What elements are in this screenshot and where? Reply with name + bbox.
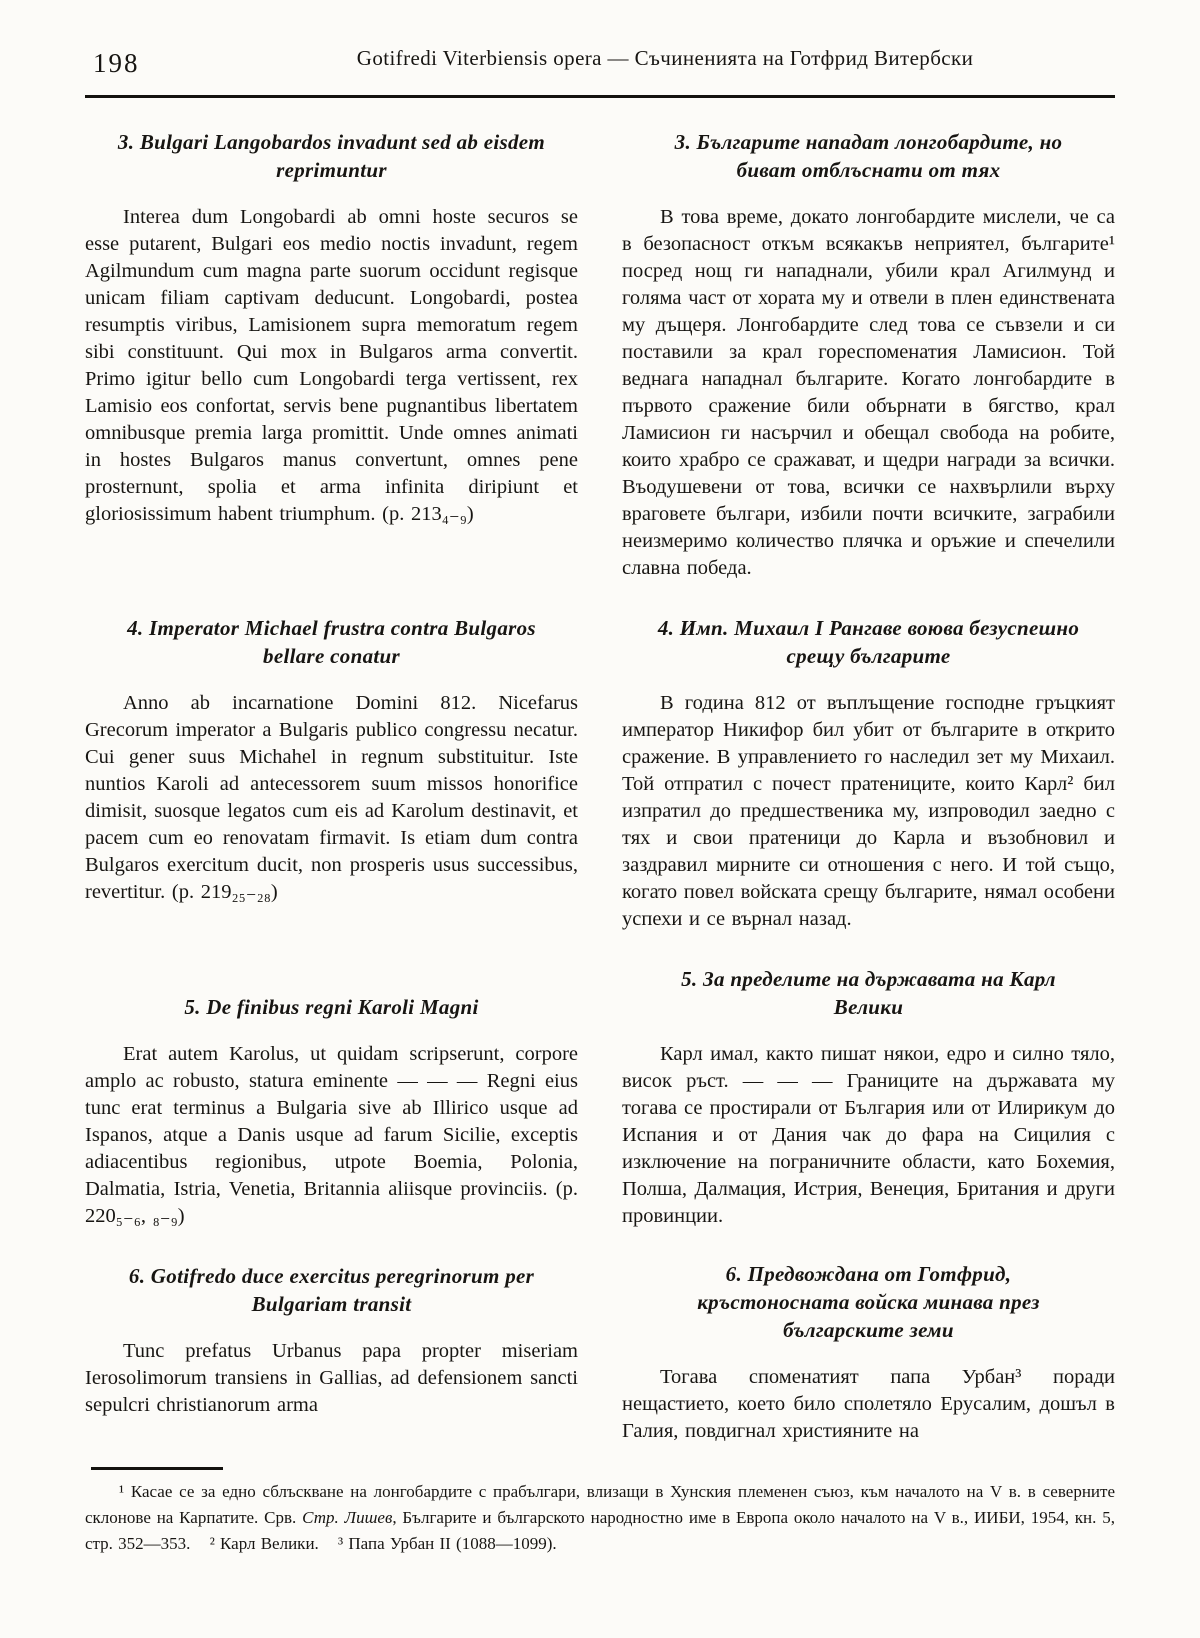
- section-4-latin-body: Anno ab incarnatione Domini 812. Nicefarus Grecorum imperator a Bulgaris publico congressu necatur. Cui gener suus Michahel in regnum substituitur. Iste nuntios Karoli ad antecessorem suum missos honorifice dimisit, suosque legatos cum eis ad Karolum destinavit, et pacem cum eo renovatam firmavit. Is etiam dum contra Bulgaros exercitum ducit, non prosperis usus successibus, revertitur. (p. 219₂₅₋₂₈): [85, 692, 578, 903]
- footnote-2-text: Карл Велики.: [220, 1534, 319, 1553]
- section-6-latin: [85, 1260, 578, 1445]
- section-5-latin: [85, 963, 578, 1230]
- footnote-3-text: Папа Урбан II (1088—1099).: [348, 1534, 557, 1553]
- footnote-1-author: Стр. Лишев: [302, 1508, 393, 1527]
- section-4-bulgarian-body: В година 812 от въплъщение господне гръцкият император Никифор бил убит от българите в открито сражение. В управлението го наследил зет му Михаил. Той отпратил с почест пратениците, които Карл² бил изпратил до предшественика му, изпроводил заедно с тях и свои пратеници до Карла и възобновил и заздравил мирните си отношения с него. И той също, когато повел войската срещу българите, нямал особени успехи и се върнал назад.: [622, 692, 1115, 930]
- section-3-bulgarian: [622, 126, 1115, 582]
- text-columns: [85, 126, 1115, 1445]
- section-4-latin: [85, 612, 578, 933]
- page-number: 198: [93, 48, 140, 78]
- footnote-separator-rule: [91, 1467, 223, 1470]
- section-5-latin-body: Erat autem Karolus, ut quidam scripserunt, corpore amplo ac robusto, statura eminente — — — Regni eius tunc erat terminus a Bulgaria sive ab Illirico usque ad Ispanos, atque a Danis usque ad farum Sicilie, exceptis adiacentibus regionibus, utpote Boemia, Polonia, Dalmatia, Istria, Venetia, Britannia aliisque provinciis. (p. 220₅₋₆, ₈₋₉): [85, 1043, 578, 1227]
- footnote-3-marker: ³: [338, 1534, 344, 1553]
- section-6-latin-body: Tunc prefatus Urbanus papa propter miseriam Ierosolimorum transiens in Gallias, ad defensionem sancti sepulcri christianorum arma: [85, 1340, 578, 1416]
- section-5-bulgarian-heading: 5. За пределите на държавата на Карл Велики: [681, 967, 1056, 1019]
- page-header: [85, 46, 1115, 84]
- section-5-bulgarian: [622, 963, 1115, 1230]
- section-3-latin-heading: 3. Bulgari Langobardos invadunt sed ab eisdem reprimuntur: [117, 130, 546, 182]
- section-3-latin-body: Interea dum Longobardi ab omni hoste securos se esse putarent, Bulgari eos medio noctis invadunt, regem Agilmundum cum magna parte suorum occidunt regisque unicam filiam captivam deducunt. Longobardi, postea resumptis viribus, Lamisionem supra memoratum regem sibi constituunt. Qui mox in Bulgaros arma convertit. Primo igitur bello cum Longobardi terga vertissent, rex Lamisio eos confortat, servis bene pugnantibus libertatem omnibusque premia larga promittit. Unde omnes animati in hostes Bulgaros manus convertunt, omnes pene prosternunt, spolia et arma infinita diripiunt et gloriosissimum habent triumphum. (p. 213₄₋₉): [85, 206, 578, 525]
- section-5-latin-heading: 5. De finibus regni Karoli Magni: [184, 995, 479, 1019]
- section-3-bulgarian-body: В това време, докато лонгобардите мислели, че са в безопасност откъм всякакъв неприятел, българите¹ посред нощ ги нападнали, убили крал Агилмунд и голяма част от хората му и отвели в плен единствената му дъщеря. Лонгобардите след това се съвзели и си поставили за крал гореспоменатия Ламисион. Той веднага нападнал българите. Когато лонгобардите в първото сражение били обърнати в бягство, крал Ламисион ги насърчил и обещал свобода на робите, които храбро се сражават, и щедри награди за всички. Въодушевени от това, всички се нахвърлили върху враговете българи, избили почти всичките, заграбили неизмеримо количество плячка и оръжие и спечелили славна победа.: [622, 206, 1115, 579]
- footnotes-paragraph: [85, 1479, 1115, 1557]
- section-4-bulgarian-heading: 4. Имп. Михаил I Рангаве воюва безуспешно срещу българите: [657, 616, 1080, 668]
- footnote-1-text-b: , Българите и българското народностно име в Европа около началото на V в., ИИБИ, 1954, кн. 5, стр. 352—353.: [85, 1508, 1115, 1553]
- footnote-1-marker: ¹: [119, 1482, 125, 1501]
- footnote-1-text-a: Касае се за едно сблъскване на лонгобардите с прабългари, влизащи в Хунския племенен съюз, към началото на V в. в северните склонове на Карпатите. Срв.: [85, 1482, 1115, 1527]
- section-6-bulgarian-body: Тогава споменатият папа Урбан³ поради нещастието, което било сполетяло Ерусалим, дошъл в Галия, повдигнал християните на: [622, 1366, 1115, 1442]
- section-6-bulgarian: [622, 1260, 1115, 1445]
- footnote-area: [85, 1467, 1115, 1557]
- section-6-bulgarian-heading: 6. Предвождана от Готфрид, кръстоносната войска минава през българските земи: [697, 1262, 1040, 1342]
- running-title: Gotifredi Viterbiensis opera — Съчиненията на Готфрид Витербски: [356, 46, 974, 70]
- section-4-bulgarian: [622, 612, 1115, 933]
- section-3-latin: [85, 126, 578, 582]
- footnote-2-marker: ²: [209, 1534, 215, 1553]
- section-3-bulgarian-heading: 3. Българите нападат лонгобардите, но биват отблъснати от тях: [674, 130, 1063, 182]
- section-4-latin-heading: 4. Imperator Michael frustra contra Bulgaros bellare conatur: [127, 616, 536, 668]
- section-5-bulgarian-body: Карл имал, както пишат някои, едро и силно тяло, висок ръст. — — — Границите на държавата му тогава се простирали от България или от Илирикум до Испания и от Дания чак до фара на Сицилия с изключение на пограничните области, като Бохемия, Полша, Далмация, Истрия, Венеция, Британия и други провинции.: [622, 1043, 1115, 1227]
- header-rule: [85, 95, 1115, 98]
- section-6-latin-heading: 6. Gotifredo duce exercitus peregrinorum per Bulgariam transit: [128, 1264, 535, 1316]
